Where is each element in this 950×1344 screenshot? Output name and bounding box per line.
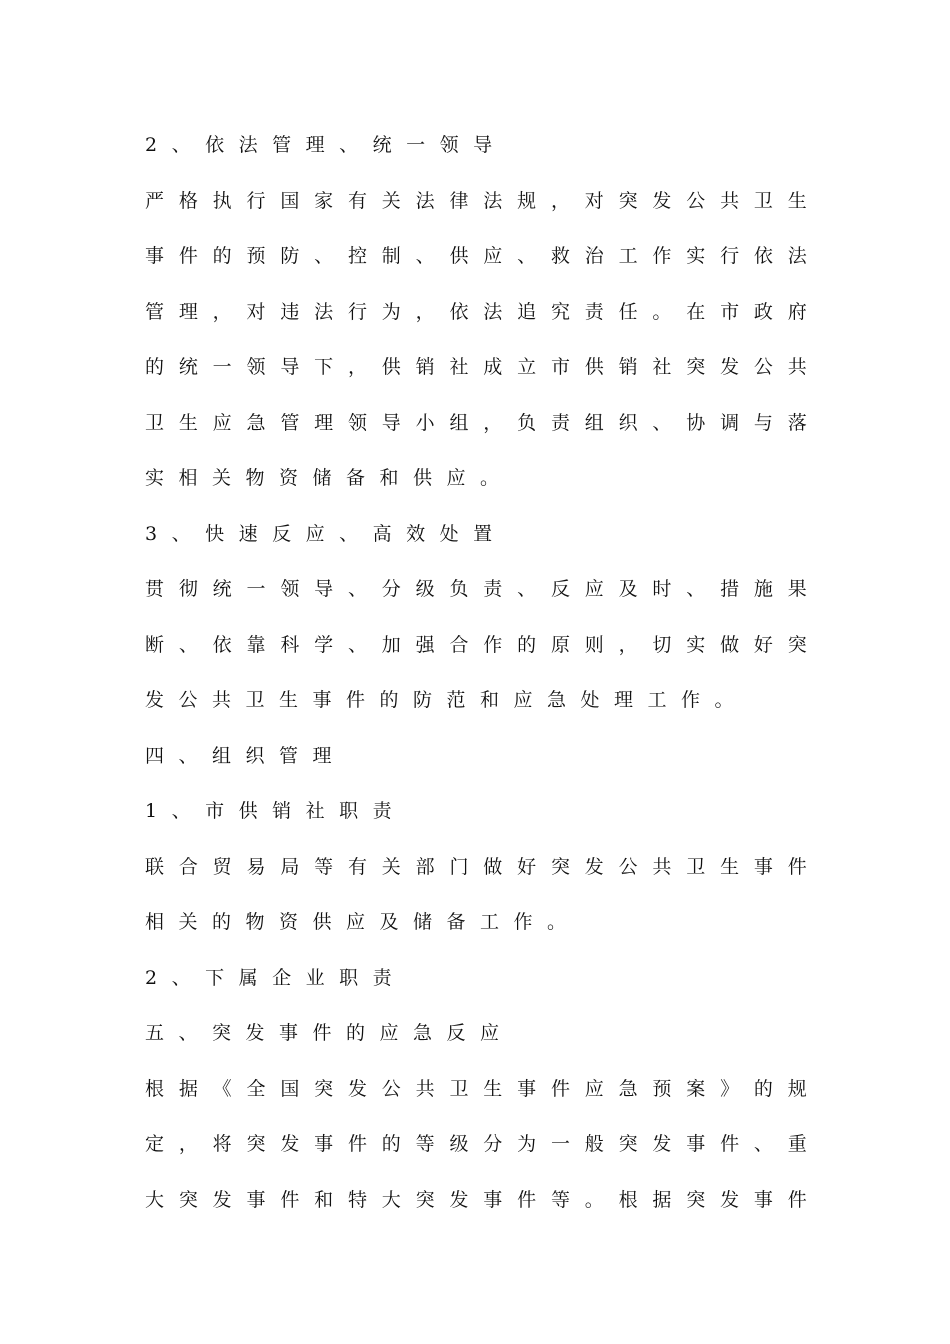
- paragraph-line: 贯 彻 统 一 领 导 、 分 级 负 责 、 反 应 及 时 、 措 施 果: [145, 578, 807, 600]
- paragraph-line: 定 ， 将 突 发 事 件 的 等 级 分 为 一 般 突 发 事 件 、 重: [145, 1133, 807, 1155]
- paragraph-line: 根 据 《 全 国 突 发 公 共 卫 生 事 件 应 急 预 案 》 的 规: [145, 1078, 807, 1100]
- paragraph-line: 的 统 一 领 导 下 ， 供 销 社 成 立 市 供 销 社 突 发 公 共: [145, 356, 807, 378]
- heading-2-lawful-management: 2、依法管理、统一领导: [145, 134, 507, 156]
- paragraph-line: 管 理 ， 对 违 法 行 为 ， 依 法 追 究 责 任 。 在 市 政 府: [145, 301, 807, 323]
- heading-3-rapid-response: 3、快速反应、高效处置: [145, 523, 507, 545]
- paragraph-line: 卫 生 应 急 管 理 领 导 小 组 ， 负 责 组 织 、 协 调 与 落: [145, 412, 807, 434]
- section-heading-5-emergency-response: 五、突发事件的应急反应: [145, 1022, 514, 1044]
- section-heading-4-organization: 四、组织管理: [145, 745, 347, 767]
- heading-2-subsidiary-duties: 2、下属企业职责: [145, 967, 407, 989]
- paragraph-line: 联 合 贸 易 局 等 有 关 部 门 做 好 突 发 公 共 卫 生 事 件: [145, 856, 807, 878]
- heading-1-city-coop-duties: 1、市供销社职责: [145, 800, 407, 822]
- paragraph-line: 断 、 依 靠 科 学 、 加 强 合 作 的 原 则 ， 切 实 做 好 突: [145, 634, 807, 656]
- paragraph-line: 实相关物资储备和供应。: [145, 467, 514, 489]
- paragraph-line: 相关的物资供应及储备工作。: [145, 911, 581, 933]
- paragraph-line: 大 突 发 事 件 和 特 大 突 发 事 件 等 。 根 据 突 发 事 件: [145, 1189, 807, 1211]
- paragraph-line: 发公共卫生事件的防范和应急处理工作。: [145, 689, 749, 711]
- paragraph-line: 严 格 执 行 国 家 有 关 法 律 法 规 ， 对 突 发 公 共 卫 生: [145, 190, 807, 212]
- paragraph-line: 事 件 的 预 防 、 控 制 、 供 应 、 救 治 工 作 实 行 依 法: [145, 245, 807, 267]
